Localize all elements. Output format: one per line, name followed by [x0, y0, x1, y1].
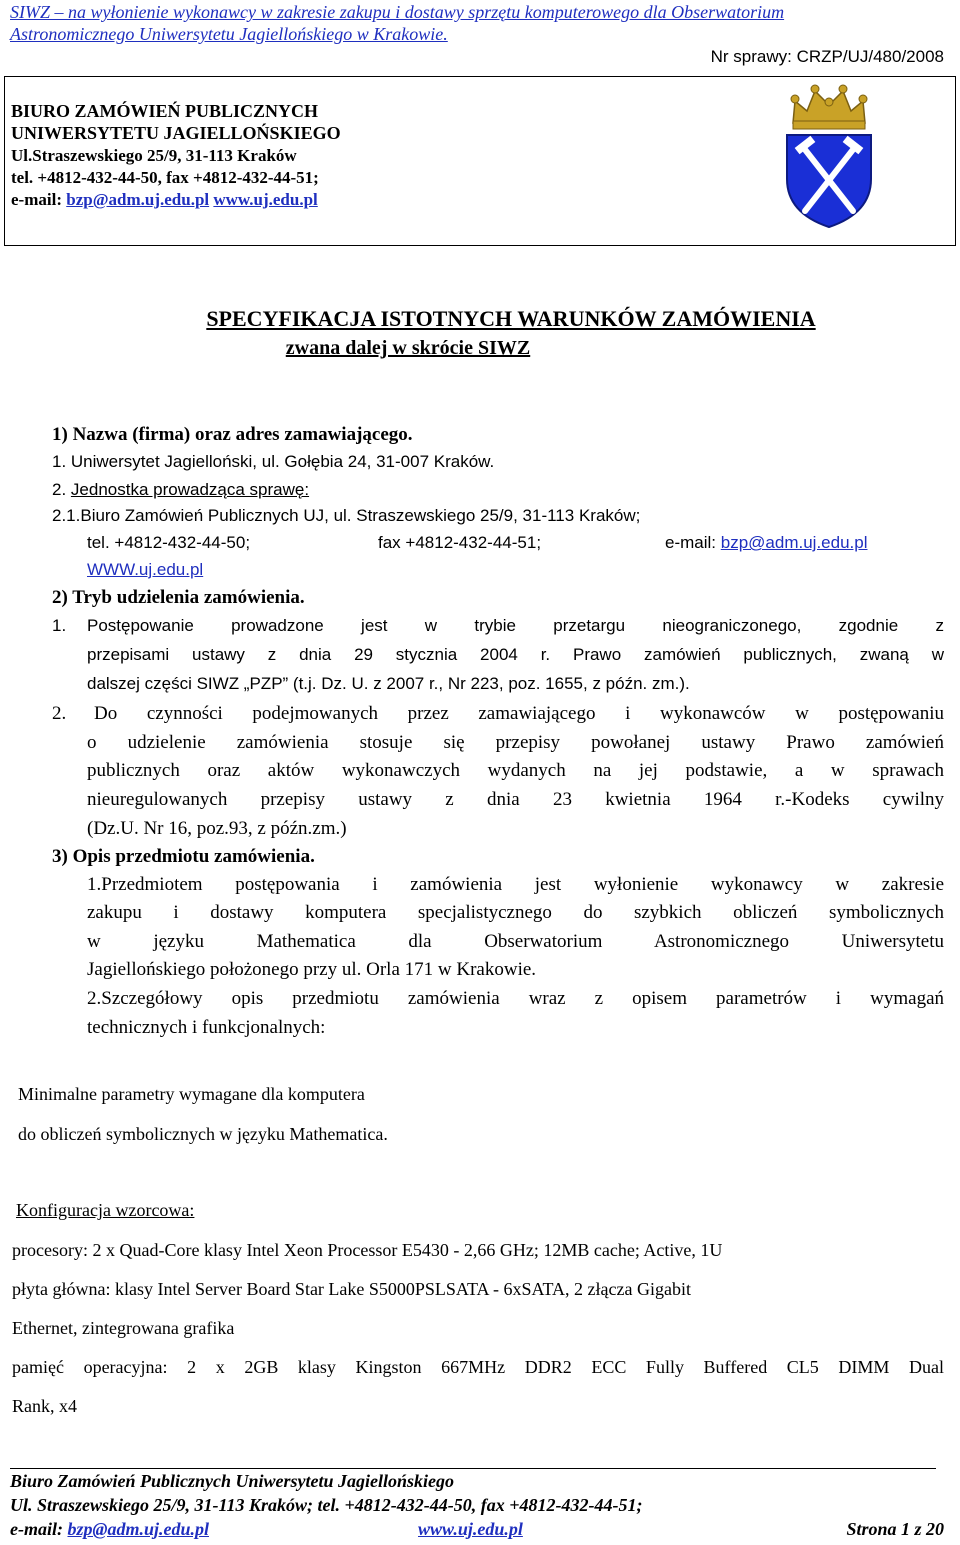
section-2-title: 2) Tryb udzielenia zamówienia.: [52, 587, 305, 608]
footer-divider: [10, 1468, 936, 1469]
document-title: SPECYFIKACJA ISTOTNYCH WARUNKÓW ZAMÓWIENIA: [206, 306, 816, 331]
section-2-p2-line-2: o udzielenie zamówienia stosuje się przepisy powołanej ustawy Prawo zamówień: [87, 732, 944, 753]
spec-ram-line-2: Rank, x4: [12, 1396, 77, 1416]
university-crest-icon: [781, 83, 877, 231]
section-1-email-line: [665, 533, 867, 553]
footer-www-link[interactable]: www.uj.edu.pl: [418, 1519, 523, 1539]
spec-intro-line-1: Minimalne parametry wymagane dla komputera: [18, 1084, 365, 1104]
section-2-p2-number: 2.: [52, 703, 67, 724]
spec-motherboard-line-2: Ethernet, zintegrowana grafika: [12, 1318, 235, 1338]
section-2-p1-line-2: przepisami ustawy z dnia 29 stycznia 2004 r. Prawo zamówień publicznych, zwaną w: [87, 645, 944, 664]
spec-ram-line-1: pamięć operacyjna: 2 x 2GB klasy Kingston 667MHz DDR2 ECC Fully Buffered CL5 DIMM Dual: [12, 1357, 944, 1377]
spec-motherboard-line-1: płyta główna: klasy Intel Server Board Star Lake S5000PSLSATA - 6xSATA, 2 złącza Gigabit: [12, 1279, 691, 1299]
section-3-p2-line-2: technicznych i funkcjonalnych:: [87, 1017, 326, 1038]
section-3-p2-line-1: 2.Szczegółowy opis przedmiotu zamówienia wraz z opisem parametrów i wymagań: [87, 988, 944, 1009]
section-1-item-2-1: 2.1.Biuro Zamówień Publicznych UJ, ul. Straszewskiego 25/9, 31-113 Kraków;: [52, 506, 641, 525]
header-line-1: SIWZ – na wyłonienie wykonawcy w zakresie zakupu i dostawy sprzętu komputerowego dla Obserwatorium: [10, 2, 785, 22]
office-address: Ul.Straszewskiego 25/9, 31-113 Kraków: [11, 146, 297, 165]
section-2-p2-line-3: publicznych oraz aktów wykonawczych wydanych na jej podstawie, a w sprawach: [87, 760, 944, 781]
section-2-p1-number: 1.: [52, 616, 67, 635]
document-subtitle: zwana dalej w skrócie SIWZ: [285, 337, 531, 359]
section-2-p2-line-1: Do czynności podejmowanych przez zamawiającego i wykonawców w postępowaniu: [94, 703, 944, 724]
office-email-link[interactable]: bzp@adm.uj.edu.pl: [66, 190, 210, 209]
office-header-box: [4, 76, 956, 246]
section-3-p1-line-3: w języku Mathematica dla Obserwatorium Astronomicznego Uniwersytetu: [87, 931, 944, 952]
email-label: e-mail:: [665, 533, 717, 552]
section-3-p1-line-2: zakupu i dostawy komputera specjalistycznego do szybkich obliczeń symbolicznych: [87, 902, 944, 923]
section-3-p1-line-1: 1.Przedmiotem postępowania i zamówienia jest wyłonienie wykonawcy w zakresie: [87, 874, 944, 895]
footer-email-link[interactable]: bzp@adm.uj.edu.pl: [67, 1519, 209, 1539]
office-email-label: e-mail:: [11, 190, 62, 209]
section-2-p1-line-3: dalszej części SIWZ „PZP” (t.j. Dz. U. z 2007 r., Nr 223, poz. 1655, z późn. zm.).: [87, 674, 690, 693]
office-phone: tel. +4812-432-44-50, fax +4812-432-44-51;: [11, 168, 319, 187]
header-line-2: Astronomicznego Uniwersytetu Jagiellońskiego w Krakowie.: [10, 24, 448, 44]
section-1-title: 1) Nazwa (firma) oraz adres zamawiającego.: [52, 424, 413, 445]
section-1-tel: tel. +4812-432-44-50;: [87, 533, 251, 552]
section-3-p1-line-4: Jagiellońskiego położonego przy ul. Orla 171 w Krakowie.: [87, 959, 537, 980]
page-number: Strona 1 z 20: [846, 1519, 944, 1539]
section-1-item-2: [52, 480, 309, 500]
footer-email-label: e-mail:: [10, 1519, 63, 1539]
section-1-www-link[interactable]: WWW.uj.edu.pl: [87, 560, 204, 579]
item-text: Jednostka prowadząca sprawę:: [70, 480, 310, 499]
spec-cpu: procesory: 2 x Quad-Core klasy Intel Xeon Processor E5430 - 2,66 GHz; 12MB cache; Active, 1U: [12, 1240, 723, 1260]
office-email-line: [11, 190, 318, 210]
item-number: 2.: [52, 480, 67, 499]
section-2-p2-line-4: nieuregulowanych przepisy ustawy z dnia 23 kwietnia 1964 r.-Kodeks cywilny: [87, 789, 944, 810]
section-1-fax: fax +4812-432-44-51;: [378, 533, 542, 552]
footer-line-2: Ul. Straszewskiego 25/9, 31-113 Kraków; tel. +4812-432-44-50, fax +4812-432-44-51;: [10, 1495, 643, 1515]
spec-intro-line-2: do obliczeń symbolicznych w języku Mathematica.: [18, 1124, 388, 1144]
config-title: Konfiguracja wzorcowa:: [16, 1200, 195, 1220]
footer-line-1: Biuro Zamówień Publicznych Uniwersytetu Jagiellońskiego: [10, 1471, 455, 1491]
footer-email-line: [10, 1519, 209, 1540]
office-name-2: UNIWERSYTETU JAGIELLOŃSKIEGO: [11, 123, 341, 143]
section-2-p2-line-5: (Dz.U. Nr 16, poz.93, z późn.zm.): [87, 818, 347, 839]
section-1-item-1: 1. Uniwersytet Jagielloński, ul. Gołębia 24, 31-007 Kraków.: [52, 452, 495, 471]
case-number: Nr sprawy: CRZP/UJ/480/2008: [710, 47, 944, 66]
office-name-1: BIURO ZAMÓWIEŃ PUBLICZNYCH: [11, 101, 319, 121]
section-2-p1-line-1: Postępowanie prowadzone jest w trybie przetargu nieograniczonego, zgodnie z: [87, 616, 944, 635]
section-1-email-link[interactable]: bzp@adm.uj.edu.pl: [720, 533, 868, 552]
section-3-title: 3) Opis przedmiotu zamówienia.: [52, 846, 315, 867]
office-www-link[interactable]: www.uj.edu.pl: [213, 190, 318, 209]
